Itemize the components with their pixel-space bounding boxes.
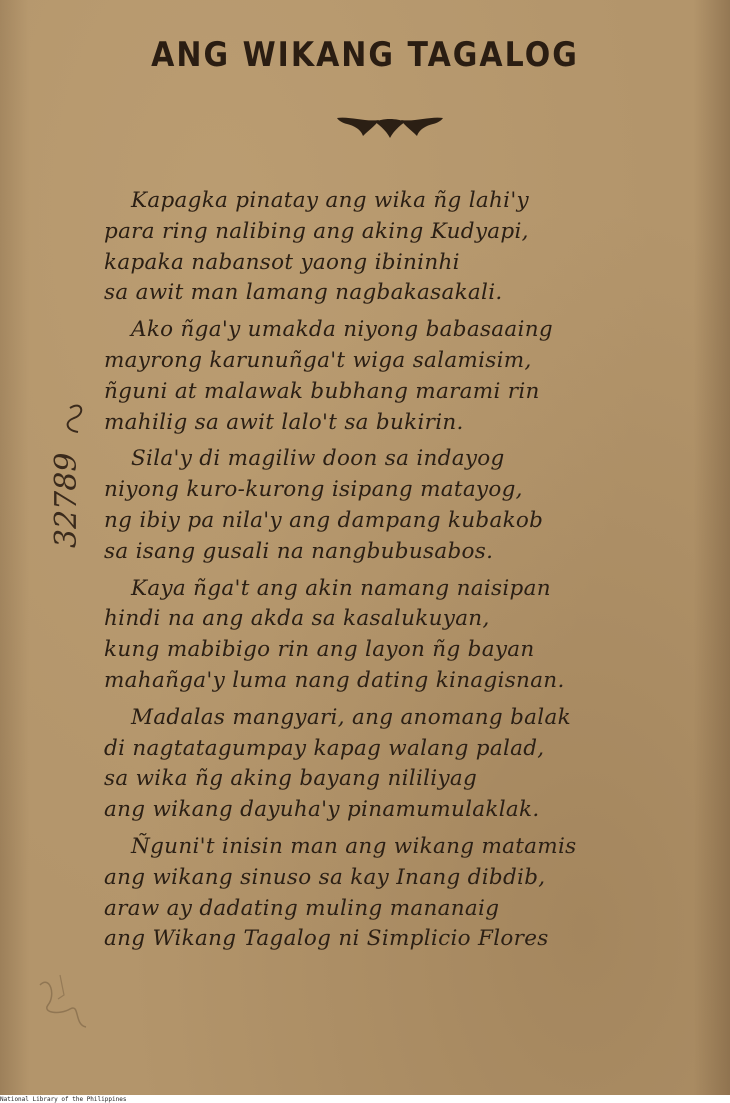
handwritten-note [48, 400, 88, 550]
poem-line: Kaya ñga't ang akin namang naisipan [131, 575, 551, 601]
poem-line: ang wikang sinuso sa kay Inang dibdib, [104, 864, 546, 890]
poem-line: sa awit man lamang nagbakasakali. [104, 280, 503, 306]
poem-line: ang wikang dayuha'y pinamumulaklak. [104, 797, 540, 823]
poem-line: ñguni at malawak bubhang marami rin [104, 378, 540, 404]
page-title: ANG WIKANG TAGALOG [151, 35, 579, 76]
poem [104, 186, 674, 961]
stanza [104, 832, 674, 955]
poem-line: kung mabibigo rin ang layon ñg bayan [104, 637, 535, 663]
decorative-ornament-icon [335, 112, 445, 140]
poem-line: sa wika ñg aking bayang nililiyag [104, 766, 478, 792]
poem-line: Kapagka pinatay ang wika ñg lahi'y [131, 188, 529, 213]
poem-line: ang Wikang Tagalog ni Simplicio Flores [104, 926, 549, 952]
poem-line: Madalas mangyari, ang anomang balak [131, 704, 571, 730]
poem-line: di nagtatagumpay kapag walang palad, [104, 735, 545, 761]
poem-line: niyong kuro-kurong isipang matayog, [104, 477, 523, 503]
stanza [104, 703, 674, 826]
handwritten-call-number: 32789 [49, 452, 84, 548]
stanza [104, 315, 674, 438]
faded-pencil-scribble-icon [30, 965, 100, 1035]
poem-line: mahañga'y luma nang dating kinagisnan. [104, 667, 565, 693]
poem-line: para ring nalibing ang aking Kudyapi, [104, 218, 529, 244]
library-watermark: National Library of the Philippines [0, 1096, 127, 1103]
poem-line: mahilig sa awit lalo't sa bukirin. [104, 409, 464, 435]
poem-line: mayrong karunuñga't wiga salamisim, [104, 347, 532, 373]
poem-line: sa isang gusali na nangbubusabos. [104, 538, 494, 564]
poem-line: hindi na ang akda sa kasalukuyan, [104, 606, 490, 632]
stanza [104, 444, 674, 567]
stanza [104, 574, 674, 697]
poem-line: Sila'y di magiliw doon sa indayog [131, 446, 505, 472]
poem-line: kapaka nabansot yaong ibininhi [104, 249, 460, 275]
poem-line: Ñguni't inisin man ang wikang matamis [131, 833, 577, 859]
poem-line: ng ibiy pa nila'y ang dampang kubakob [104, 507, 544, 533]
stanza [104, 186, 674, 309]
poem-line: Ako ñga'y umakda niyong babasaaing [131, 317, 553, 343]
poem-line: araw ay dadating muling mananaig [104, 895, 500, 921]
